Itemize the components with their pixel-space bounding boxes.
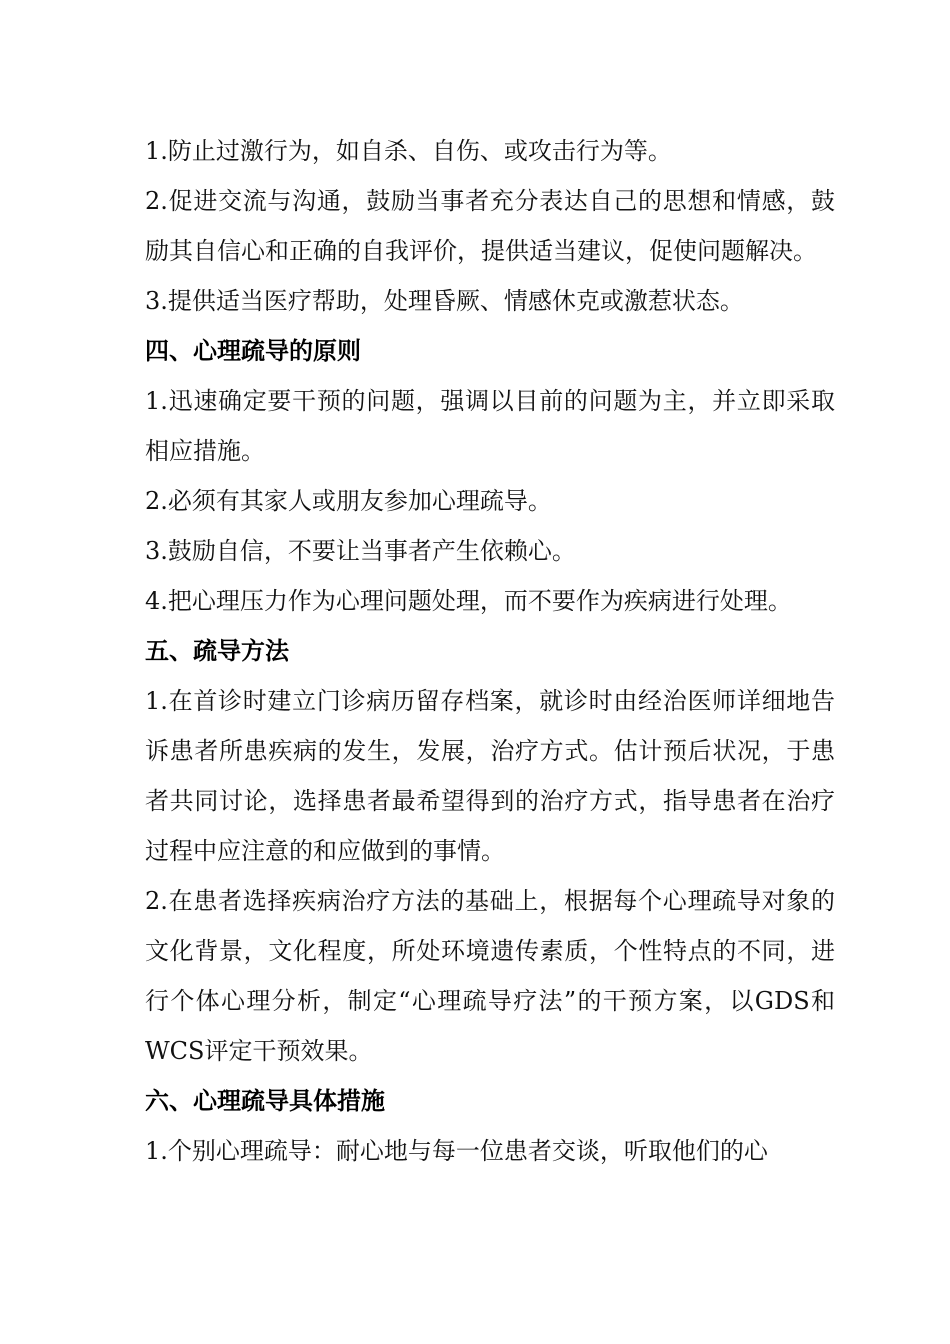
paragraph: 4.把心理压力作为心理问题处理，而不要作为疾病进行处理。	[145, 587, 792, 615]
paragraph: 2.必须有其家人或朋友参加心理疏导。	[145, 487, 552, 515]
paragraph: 1.个别心理疏导：耐心地与每一位患者交谈，听取他们的心	[145, 1137, 768, 1165]
paragraph: 3.鼓励自信，不要让当事者产生依赖心。	[145, 537, 576, 565]
paragraph: 2.促进交流与沟通，鼓励当事者充分表达自己的思想和情感，鼓励其自信心和正确的自我评价，提供适当建议，促使问题解决。	[145, 187, 835, 265]
paragraph: 1.防止过激行为，如自杀、自伤、或攻击行为等。	[145, 137, 672, 165]
section-heading: 四、心理疏导的原则	[145, 337, 361, 365]
paragraph: 1.迅速确定要干预的问题，强调以目前的问题为主，并立即采取相应措施。	[145, 387, 835, 465]
section-heading: 五、疏导方法	[145, 637, 289, 665]
paragraph: 2.在患者选择疾病治疗方法的基础上，根据每个心理疏导对象的文化背景，文化程度，所处环境遗传素质，个性特点的不同，进行个体心理分析，制定“心理疏导疗法”的干预方案，以GDS和WCS评定干预效果。	[145, 887, 835, 1065]
paragraph: 1.在首诊时建立门诊病历留存档案，就诊时由经治医师详细地告诉患者所患疾病的发生，发展，治疗方式。估计预后状况，于患者共同讨论，选择患者最希望得到的治疗方式，指导患者在治疗过程中应注意的和应做到的事情。	[145, 687, 835, 865]
paragraph: 3.提供适当医疗帮助，处理昏厥、情感休克或激惹状态。	[145, 287, 744, 315]
document-body	[145, 126, 835, 1176]
section-heading: 六、心理疏导具体措施	[145, 1087, 385, 1115]
